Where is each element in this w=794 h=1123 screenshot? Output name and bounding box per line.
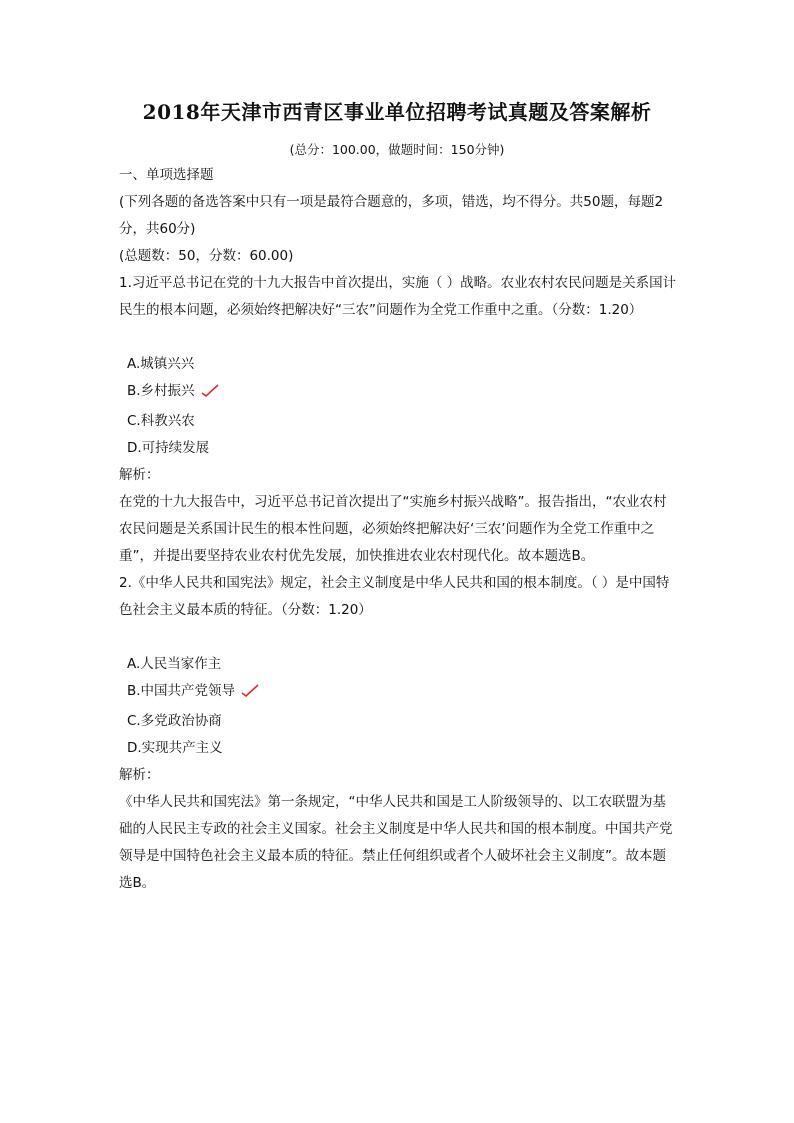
option-label: D.实现共产主义 [127, 740, 223, 756]
document-body [119, 162, 679, 897]
option-label: B.乡村振兴 [127, 383, 195, 399]
section-stats: (总题数：50，分数：60.00) [119, 248, 294, 264]
analysis-label: 解析： [119, 467, 160, 483]
option-c [119, 708, 679, 735]
analysis-text: 在党的十九大报告中，习近平总书记首次提出了“实施乡村振兴战略”。报告指出，“农业农村农民问题是关系国计民生的根本性问题，必须始终把解决好‘三农’问题作为全党工作重中之重”，并提出要坚持农业农村优先发展，加快推进农业农村现代化。故本题选B。 [119, 494, 667, 564]
analysis-label: 解析： [119, 767, 160, 783]
analysis-text: 《中华人民共和国宪法》第一条规定，“中华人民共和国是工人阶级领导的、以工农联盟为基础的人民民主专政的社会主义国家。社会主义制度是中华人民共和国的根本制度。中国共产党领导是中国特色社会主义最本质的特征。禁止任何组织或者个人破坏社会主义制度”。故本题选B。 [119, 794, 673, 891]
check-mark-icon [201, 381, 219, 408]
question-stem: 1.习近平总书记在党的十九大报告中首次提出，实施（ ）战略。农业农村农民问题是关系国计民生的根本问题，必须始终把解决好“三农”问题作为全党工作重中之重。（分数：1.20） [119, 275, 677, 318]
document-title: 2018年天津市西青区事业单位招聘考试真题及答案解析 [142, 100, 652, 124]
option-d [119, 435, 679, 462]
option-c [119, 408, 679, 435]
option-label: A.人民当家作主 [127, 656, 222, 672]
option-label: B.中国共产党领导 [127, 683, 236, 699]
spacer [119, 624, 679, 651]
option-b [119, 678, 679, 708]
exam-meta: (总分：100.00，做题时间：150分钟) [289, 142, 505, 157]
section-instruction: (下列各题的备选答案中只有一项是最符合题意的，多项，错选，均不得分。共50题，每题2分，共60分) [119, 194, 664, 237]
spacer [119, 324, 679, 351]
option-label: C.多党政治协商 [127, 713, 222, 729]
check-mark-icon [241, 681, 259, 708]
option-a [119, 651, 679, 678]
option-label: D.可持续发展 [127, 440, 210, 456]
question-stem: 2.《中华人民共和国宪法》规定，社会主义制度是中华人民共和国的根本制度。（ ）是中国特色社会主义最本质的特征。（分数：1.20） [119, 575, 670, 618]
option-b [119, 378, 679, 408]
option-label: C.科教兴农 [127, 413, 195, 429]
option-a [119, 351, 679, 378]
section-heading: 一、单项选择题 [119, 167, 214, 183]
option-d [119, 735, 679, 762]
option-label: A.城镇兴兴 [127, 356, 195, 372]
